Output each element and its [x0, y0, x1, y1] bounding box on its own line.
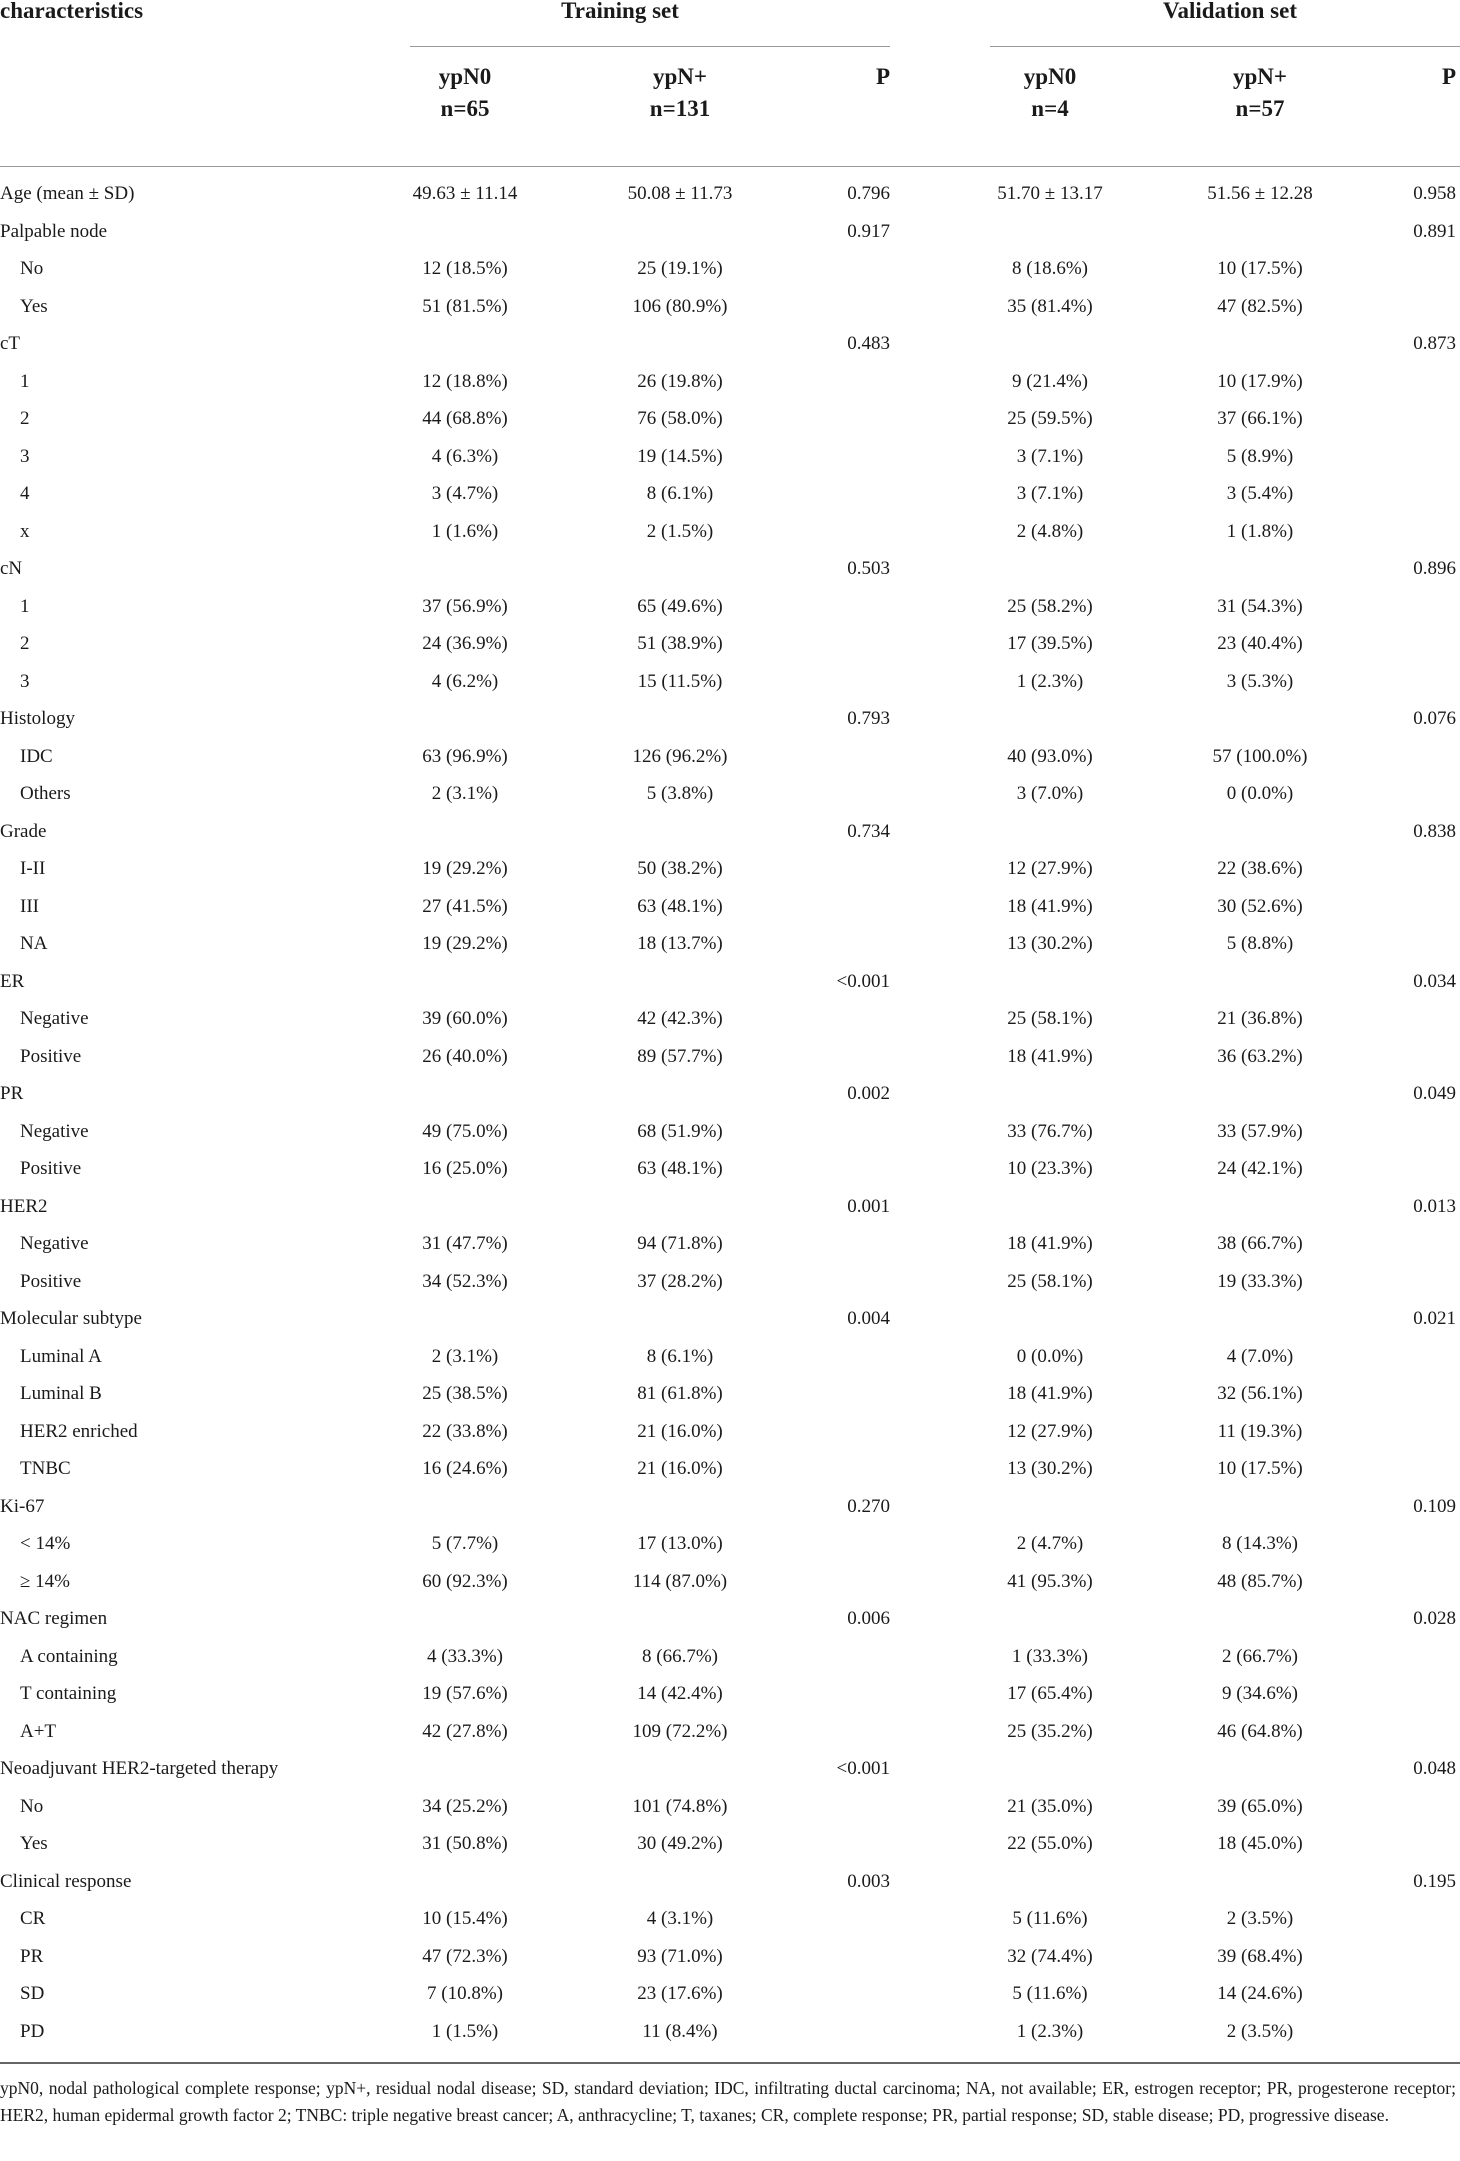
training-ypnplus-cell: 65 (49.6%) [637, 595, 723, 617]
table-row [0, 1038, 1460, 1076]
validation-ypn0-cell: 51.70 ± 13.17 [997, 183, 1103, 204]
table-row [0, 1675, 1460, 1713]
training-ypnplus-cell: 81 (61.8%) [637, 1383, 723, 1404]
validation-ypnplus-cell: 23 (40.4%) [1217, 633, 1303, 654]
table-row [0, 1338, 1460, 1376]
row-label: Molecular subtype [0, 1308, 142, 1329]
validation-ypn0-cell: 17 (39.5%) [1007, 633, 1093, 654]
table-row [0, 213, 1460, 251]
training-p-value: 0.004 [847, 1308, 890, 1329]
training-ypnplus-cell: 11 (8.4%) [642, 2020, 718, 2042]
row-label: x [20, 520, 30, 542]
validation-ypnplus-cell: 32 (56.1%) [1217, 1383, 1303, 1404]
row-label: I-II [20, 858, 46, 879]
validation-ypn0-cell: 18 (41.9%) [1007, 895, 1093, 917]
row-label: Yes [20, 295, 48, 317]
validation-ypn0-cell: 32 (74.4%) [1007, 1945, 1093, 1967]
validation-ypn0-cell: 1 (33.3%) [1012, 1645, 1088, 1667]
table-row [0, 1563, 1460, 1601]
row-label: Neoadjuvant HER2-targeted therapy [0, 1758, 279, 1779]
training-ypnplus-cell: 76 (58.0%) [637, 408, 723, 429]
training-ypn0-cell: 49.63 ± 11.14 [412, 183, 518, 204]
validation-ypnplus-cell: 3 (5.4%) [1226, 483, 1294, 504]
validation-p-value: 0.048 [1413, 1758, 1456, 1779]
validation-ypnplus-cell: 2 (3.5%) [1226, 1908, 1294, 1929]
row-label: Age (mean ± SD) [0, 183, 135, 204]
validation-ypnplus-cell: 47 (82.5%) [1217, 295, 1303, 317]
table-row [0, 850, 1460, 888]
training-p-value: 0.917 [847, 220, 890, 242]
table-row [0, 2013, 1460, 2051]
training-ypnplus-cell: 37 (28.2%) [637, 1270, 723, 1292]
training-ypn0-cell: 47 (72.3%) [422, 1945, 508, 1967]
training-ypnplus-cell: 19 (14.5%) [637, 445, 723, 467]
training-set-underline [410, 46, 890, 47]
validation-ypnplus-cell: 18 (45.0%) [1217, 1833, 1303, 1854]
training-ypn0-cell: 25 (38.5%) [422, 1383, 508, 1404]
training-p-value: 0.734 [847, 820, 890, 842]
table-row [0, 813, 1460, 851]
validation-ypn0-cell: 12 (27.9%) [1007, 1420, 1093, 1442]
validation-ypnplus-cell: 5 (8.8%) [1226, 933, 1294, 954]
training-ypn0-cell: 16 (24.6%) [422, 1458, 508, 1479]
table-row [0, 1375, 1460, 1413]
validation-ypn0-cell: 1 (2.3%) [1016, 2020, 1084, 2042]
validation-p-value: 0.838 [1413, 820, 1456, 842]
validation-ypn0-cell: 17 (65.4%) [1007, 1683, 1093, 1704]
training-p-value: 0.270 [847, 1495, 890, 1517]
table-row [0, 1300, 1460, 1338]
validation-ypnplus-cell: 46 (64.8%) [1217, 1720, 1303, 1742]
validation-ypn0-count: n=4 [1031, 96, 1069, 121]
row-label: cT [0, 333, 21, 354]
row-label: SD [20, 1983, 45, 2004]
table-row [0, 1713, 1460, 1751]
training-ypn0-cell: 4 (6.2%) [431, 670, 499, 692]
table-row [0, 550, 1460, 588]
validation-ypn0-cell: 9 (21.4%) [1012, 370, 1088, 392]
table-row [0, 438, 1460, 476]
training-ypn0-cell: 51 (81.5%) [422, 295, 508, 317]
row-label: NAC regimen [0, 1608, 108, 1629]
validation-p-value: 0.109 [1413, 1495, 1456, 1517]
training-ypn0-cell: 19 (29.2%) [422, 933, 508, 954]
training-ypn0-cell: 42 (27.8%) [422, 1720, 508, 1742]
validation-ypn0-cell: 25 (58.1%) [1007, 1270, 1093, 1292]
training-ypnplus-cell: 109 (72.2%) [632, 1720, 728, 1742]
validation-ypnplus-cell: 0 (0.0%) [1226, 783, 1294, 804]
training-ypnplus-cell: 93 (71.0%) [637, 1945, 723, 1967]
table-row [0, 1750, 1460, 1788]
row-label: Grade [0, 820, 47, 842]
row-label: Negative [20, 1120, 89, 1142]
table-row [0, 1938, 1460, 1976]
validation-ypn0-header: ypN0 [1023, 64, 1077, 89]
training-p-value: 0.503 [847, 558, 890, 579]
validation-p-value: 0.049 [1413, 1083, 1456, 1104]
training-ypnplus-cell: 21 (16.0%) [637, 1420, 723, 1442]
column-header-characteristics: characteristics [0, 0, 144, 23]
training-ypnplus-cell: 50 (38.2%) [637, 858, 723, 879]
table-row [0, 1600, 1460, 1638]
validation-ypnplus-cell: 31 (54.3%) [1217, 595, 1303, 617]
row-label: Luminal A [20, 1345, 102, 1367]
row-label: PD [20, 2020, 45, 2042]
table-row [0, 1525, 1460, 1563]
table-row [0, 1900, 1460, 1938]
column-header-validation-set: Validation set [1163, 0, 1297, 23]
training-ypnplus-cell: 14 (42.4%) [637, 1683, 723, 1704]
validation-ypnplus-cell: 21 (36.8%) [1217, 1008, 1303, 1029]
header-bottom-rule [0, 166, 1460, 167]
training-ypn0-cell: 2 (3.1%) [431, 1345, 499, 1367]
validation-ypn0-cell: 25 (58.2%) [1007, 595, 1093, 617]
table-row [0, 625, 1460, 663]
training-ypn0-cell: 16 (25.0%) [422, 1158, 508, 1179]
table-bottom-rule [0, 2062, 1460, 2064]
validation-p-value: 0.076 [1413, 708, 1456, 729]
validation-ypnplus-cell: 4 (7.0%) [1226, 1345, 1294, 1367]
table-row [0, 963, 1460, 1001]
training-ypn0-cell: 3 (4.7%) [431, 483, 499, 504]
validation-ypn0-cell: 3 (7.0%) [1016, 783, 1084, 804]
table-row [0, 1638, 1460, 1676]
row-label: No [20, 258, 44, 279]
training-ypnplus-cell: 17 (13.0%) [637, 1533, 723, 1554]
validation-ypnplus-cell: 57 (100.0%) [1212, 745, 1308, 767]
training-ypnplus-count: n=131 [649, 96, 711, 121]
row-label: NA [20, 933, 48, 954]
validation-ypn0-cell: 33 (76.7%) [1007, 1120, 1093, 1142]
validation-ypnplus-cell: 30 (52.6%) [1217, 895, 1303, 917]
row-label: Palpable node [0, 220, 108, 242]
table-row [0, 1263, 1460, 1301]
table-row [0, 250, 1460, 288]
training-ypn0-cell: 4 (6.3%) [431, 445, 499, 467]
table-row [0, 700, 1460, 738]
validation-ypn0-cell: 22 (55.0%) [1007, 1833, 1093, 1854]
row-label: Positive [20, 1270, 82, 1292]
row-label: Clinical response [0, 1870, 132, 1892]
table-row [0, 400, 1460, 438]
training-ypn0-cell: 2 (3.1%) [431, 783, 499, 804]
validation-ypnplus-cell: 8 (14.3%) [1222, 1533, 1298, 1554]
table-footnote: ypN0, nodal pathological complete response; ypN+, residual nodal disease; SD, standard deviation; IDC, infiltrating ductal carcinoma; NA, not available; ER, estrogen receptor; PR, progesterone receptor; HER2, human epidermal growth factor 2; TNBC: triple negative breast cancer; A, anthracycline; T, taxanes; CR, complete response; PR, partial response; SD, stable disease; PD, progressive disease. [0, 2078, 1456, 2125]
row-label: Negative [20, 1008, 89, 1029]
training-ypn0-cell: 4 (33.3%) [427, 1645, 503, 1667]
training-ypn0-cell: 24 (36.9%) [422, 633, 508, 654]
table-row [0, 1788, 1460, 1826]
training-ypn0-cell: 19 (29.2%) [422, 858, 508, 879]
table-row [0, 1225, 1460, 1263]
table-row [0, 1450, 1460, 1488]
validation-set-underline [990, 46, 1460, 47]
validation-ypnplus-cell: 19 (33.3%) [1217, 1270, 1303, 1292]
validation-ypn0-cell: 41 (95.3%) [1007, 1570, 1093, 1592]
row-label: < 14% [20, 1533, 71, 1554]
training-p-header: P [875, 64, 890, 89]
table-row [0, 363, 1460, 401]
row-label: TNBC [20, 1458, 71, 1479]
training-ypn0-cell: 27 (41.5%) [422, 895, 508, 917]
row-label: Yes [20, 1833, 48, 1854]
validation-ypnplus-cell: 11 (19.3%) [1217, 1420, 1303, 1442]
training-ypn0-cell: 22 (33.8%) [422, 1420, 508, 1442]
training-ypnplus-header: ypN+ [652, 64, 707, 89]
validation-ypnplus-cell: 24 (42.1%) [1217, 1158, 1303, 1179]
table-row [0, 738, 1460, 776]
validation-p-value: 0.896 [1413, 558, 1456, 579]
row-label: 1 [20, 595, 30, 617]
training-ypnplus-cell: 101 (74.8%) [632, 1795, 728, 1817]
training-ypnplus-cell: 23 (17.6%) [637, 1983, 723, 2004]
validation-ypn0-cell: 1 (2.3%) [1016, 670, 1084, 692]
table-row [0, 1488, 1460, 1526]
row-label: CR [20, 1908, 46, 1929]
validation-ypnplus-cell: 10 (17.5%) [1217, 1458, 1303, 1479]
training-ypn0-cell: 10 (15.4%) [422, 1908, 508, 1929]
validation-p-value: 0.021 [1413, 1308, 1456, 1329]
training-ypn0-cell: 44 (68.8%) [422, 408, 508, 429]
training-ypnplus-cell: 26 (19.8%) [637, 370, 723, 392]
validation-ypnplus-cell: 37 (66.1%) [1217, 408, 1303, 429]
validation-ypnplus-cell: 5 (8.9%) [1226, 445, 1294, 467]
validation-ypnplus-cell: 10 (17.9%) [1217, 370, 1303, 392]
validation-ypnplus-cell: 2 (66.7%) [1222, 1645, 1298, 1667]
training-ypn0-cell: 1 (1.5%) [431, 2020, 499, 2042]
training-ypn0-cell: 34 (52.3%) [422, 1270, 508, 1292]
validation-p-value: 0.873 [1413, 333, 1456, 354]
table-row [0, 1975, 1460, 2013]
training-ypn0-cell: 63 (96.9%) [422, 745, 508, 767]
training-ypn0-cell: 37 (56.9%) [422, 595, 508, 617]
training-ypn0-cell: 1 (1.6%) [431, 520, 499, 542]
training-ypn0-cell: 26 (40.0%) [422, 1045, 508, 1067]
validation-p-header: P [1441, 64, 1456, 89]
training-ypn0-count: n=65 [440, 96, 490, 121]
training-ypnplus-cell: 8 (66.7%) [642, 1645, 718, 1667]
row-label: 4 [20, 483, 30, 504]
training-ypn0-header: ypN0 [438, 64, 492, 89]
table-row [0, 325, 1460, 363]
training-ypnplus-cell: 63 (48.1%) [637, 1158, 723, 1179]
training-p-value: <0.001 [836, 970, 890, 992]
table-row [0, 1000, 1460, 1038]
table-row [0, 1150, 1460, 1188]
row-label: ER [0, 970, 25, 992]
training-ypnplus-cell: 15 (11.5%) [637, 670, 723, 692]
training-ypn0-cell: 34 (25.2%) [422, 1795, 508, 1817]
row-label: PR [0, 1083, 24, 1104]
row-label: Negative [20, 1233, 89, 1254]
training-ypnplus-cell: 51 (38.9%) [637, 633, 723, 654]
training-p-value: 0.002 [847, 1083, 890, 1104]
table-row [0, 925, 1460, 963]
validation-p-value: 0.013 [1413, 1195, 1456, 1217]
row-label: Histology [0, 708, 75, 729]
validation-ypnplus-cell: 38 (66.7%) [1217, 1233, 1303, 1254]
training-ypnplus-cell: 106 (80.9%) [632, 295, 728, 317]
row-label: PR [20, 1945, 44, 1967]
training-ypn0-cell: 60 (92.3%) [422, 1570, 508, 1592]
validation-ypnplus-cell: 10 (17.5%) [1217, 258, 1303, 279]
training-p-value: 0.001 [847, 1195, 890, 1217]
training-p-value: 0.006 [847, 1608, 890, 1629]
row-label: IDC [20, 745, 53, 767]
validation-ypn0-cell: 18 (41.9%) [1007, 1045, 1093, 1067]
validation-ypn0-cell: 3 (7.1%) [1016, 483, 1084, 504]
validation-ypn0-cell: 5 (11.6%) [1012, 1908, 1088, 1929]
table-row [0, 663, 1460, 701]
training-ypnplus-cell: 25 (19.1%) [637, 258, 723, 279]
row-label: HER2 enriched [20, 1420, 138, 1442]
validation-ypn0-cell: 2 (4.7%) [1016, 1533, 1084, 1554]
training-ypnplus-cell: 89 (57.7%) [637, 1045, 723, 1067]
training-ypn0-cell: 39 (60.0%) [422, 1008, 508, 1029]
training-ypnplus-cell: 68 (51.9%) [637, 1120, 723, 1142]
row-label: A+T [20, 1720, 57, 1742]
table-row [0, 1113, 1460, 1151]
validation-p-value: 0.034 [1413, 970, 1456, 992]
table-row [0, 888, 1460, 926]
row-label: HER2 [0, 1195, 48, 1217]
validation-ypn0-cell: 13 (30.2%) [1007, 933, 1093, 954]
training-ypnplus-cell: 4 (3.1%) [646, 1908, 714, 1929]
validation-ypnplus-cell: 9 (34.6%) [1222, 1683, 1298, 1704]
training-ypn0-cell: 31 (47.7%) [422, 1233, 508, 1254]
validation-ypnplus-cell: 14 (24.6%) [1217, 1983, 1303, 2004]
validation-ypn0-cell: 40 (93.0%) [1007, 745, 1093, 767]
row-label: 2 [20, 408, 30, 429]
row-label: Luminal B [20, 1383, 102, 1404]
table-row [0, 1863, 1460, 1901]
table-row [0, 475, 1460, 513]
training-ypn0-cell: 5 (7.7%) [431, 1533, 499, 1554]
training-ypn0-cell: 12 (18.5%) [422, 258, 508, 279]
training-ypnplus-cell: 63 (48.1%) [637, 895, 723, 917]
validation-ypn0-cell: 25 (35.2%) [1007, 1720, 1093, 1742]
row-label: 1 [20, 370, 30, 392]
training-ypn0-cell: 49 (75.0%) [422, 1120, 508, 1142]
validation-ypnplus-cell: 33 (57.9%) [1217, 1120, 1303, 1142]
training-ypn0-cell: 12 (18.8%) [422, 370, 508, 392]
table-row [0, 1075, 1460, 1113]
row-label: Positive [20, 1158, 82, 1179]
table-row [0, 513, 1460, 551]
validation-ypn0-cell: 2 (4.8%) [1016, 520, 1084, 542]
validation-ypnplus-cell: 2 (3.5%) [1226, 2020, 1294, 2042]
training-p-value: <0.001 [836, 1758, 890, 1779]
validation-ypnplus-cell: 36 (63.2%) [1217, 1045, 1303, 1067]
table-row [0, 288, 1460, 326]
validation-ypnplus-cell: 51.56 ± 12.28 [1207, 183, 1313, 204]
validation-p-value: 0.891 [1413, 220, 1456, 242]
table-row [0, 588, 1460, 626]
training-p-value: 0.483 [847, 333, 890, 354]
validation-ypnplus-cell: 39 (68.4%) [1217, 1945, 1303, 1967]
row-label: 3 [20, 670, 30, 692]
training-ypnplus-cell: 30 (49.2%) [637, 1833, 723, 1854]
validation-ypnplus-cell: 48 (85.7%) [1217, 1570, 1303, 1592]
validation-ypn0-cell: 35 (81.4%) [1007, 295, 1093, 317]
row-label: No [20, 1795, 44, 1817]
validation-ypn0-cell: 0 (0.0%) [1016, 1345, 1084, 1367]
training-ypnplus-cell: 8 (6.1%) [646, 1345, 714, 1367]
validation-ypn0-cell: 3 (7.1%) [1016, 445, 1084, 467]
row-label: T containing [20, 1683, 117, 1704]
training-ypnplus-cell: 42 (42.3%) [637, 1008, 723, 1029]
row-label: Ki-67 [0, 1495, 45, 1517]
training-ypnplus-cell: 50.08 ± 11.73 [627, 183, 733, 204]
training-ypn0-cell: 31 (50.8%) [422, 1833, 508, 1854]
table-row [0, 1188, 1460, 1226]
training-ypn0-cell: 19 (57.6%) [422, 1683, 508, 1704]
validation-ypn0-cell: 21 (35.0%) [1007, 1795, 1093, 1817]
validation-ypnplus-cell: 3 (5.3%) [1226, 670, 1294, 692]
validation-p-value: 0.958 [1413, 183, 1456, 204]
training-ypnplus-cell: 2 (1.5%) [646, 520, 714, 542]
validation-p-value: 0.028 [1413, 1608, 1456, 1629]
validation-ypn0-cell: 8 (18.6%) [1012, 258, 1088, 279]
validation-ypn0-cell: 12 (27.9%) [1007, 858, 1093, 879]
validation-ypn0-cell: 25 (59.5%) [1007, 408, 1093, 429]
table-row [0, 775, 1460, 813]
training-ypnplus-cell: 126 (96.2%) [632, 745, 728, 767]
validation-ypn0-cell: 25 (58.1%) [1007, 1008, 1093, 1029]
validation-ypn0-cell: 18 (41.9%) [1007, 1233, 1093, 1254]
training-ypnplus-cell: 5 (3.8%) [646, 783, 714, 804]
training-ypnplus-cell: 8 (6.1%) [646, 483, 714, 504]
row-label: Others [20, 783, 71, 804]
validation-ypn0-cell: 10 (23.3%) [1007, 1158, 1093, 1179]
validation-ypnplus-cell: 22 (38.6%) [1217, 858, 1303, 879]
validation-ypn0-cell: 5 (11.6%) [1012, 1983, 1088, 2004]
row-label: III [20, 895, 39, 917]
row-label: A containing [20, 1645, 118, 1667]
training-ypn0-cell: 7 (10.8%) [427, 1983, 503, 2004]
row-label: 2 [20, 633, 30, 654]
training-ypnplus-cell: 21 (16.0%) [637, 1458, 723, 1479]
validation-ypnplus-cell: 1 (1.8%) [1226, 520, 1294, 542]
validation-ypn0-cell: 18 (41.9%) [1007, 1383, 1093, 1404]
column-header-training-set: Training set [561, 0, 679, 23]
training-p-value: 0.003 [847, 1870, 890, 1892]
validation-p-value: 0.195 [1413, 1870, 1456, 1892]
validation-ypn0-cell: 13 (30.2%) [1007, 1458, 1093, 1479]
training-ypnplus-cell: 114 (87.0%) [632, 1570, 728, 1592]
row-label: ≥ 14% [20, 1570, 71, 1592]
training-ypnplus-cell: 94 (71.8%) [637, 1233, 723, 1254]
training-p-value: 0.793 [847, 708, 890, 729]
table-row [0, 1413, 1460, 1451]
training-p-value: 0.796 [847, 183, 890, 204]
validation-ypnplus-cell: 39 (65.0%) [1217, 1795, 1303, 1817]
table-row [0, 1825, 1460, 1863]
validation-ypnplus-count: n=57 [1235, 96, 1285, 121]
validation-ypnplus-header: ypN+ [1232, 64, 1287, 89]
row-label: cN [0, 558, 23, 579]
table-row [0, 175, 1460, 213]
row-label: Positive [20, 1045, 82, 1067]
row-label: 3 [20, 445, 30, 467]
training-ypnplus-cell: 18 (13.7%) [637, 933, 723, 954]
